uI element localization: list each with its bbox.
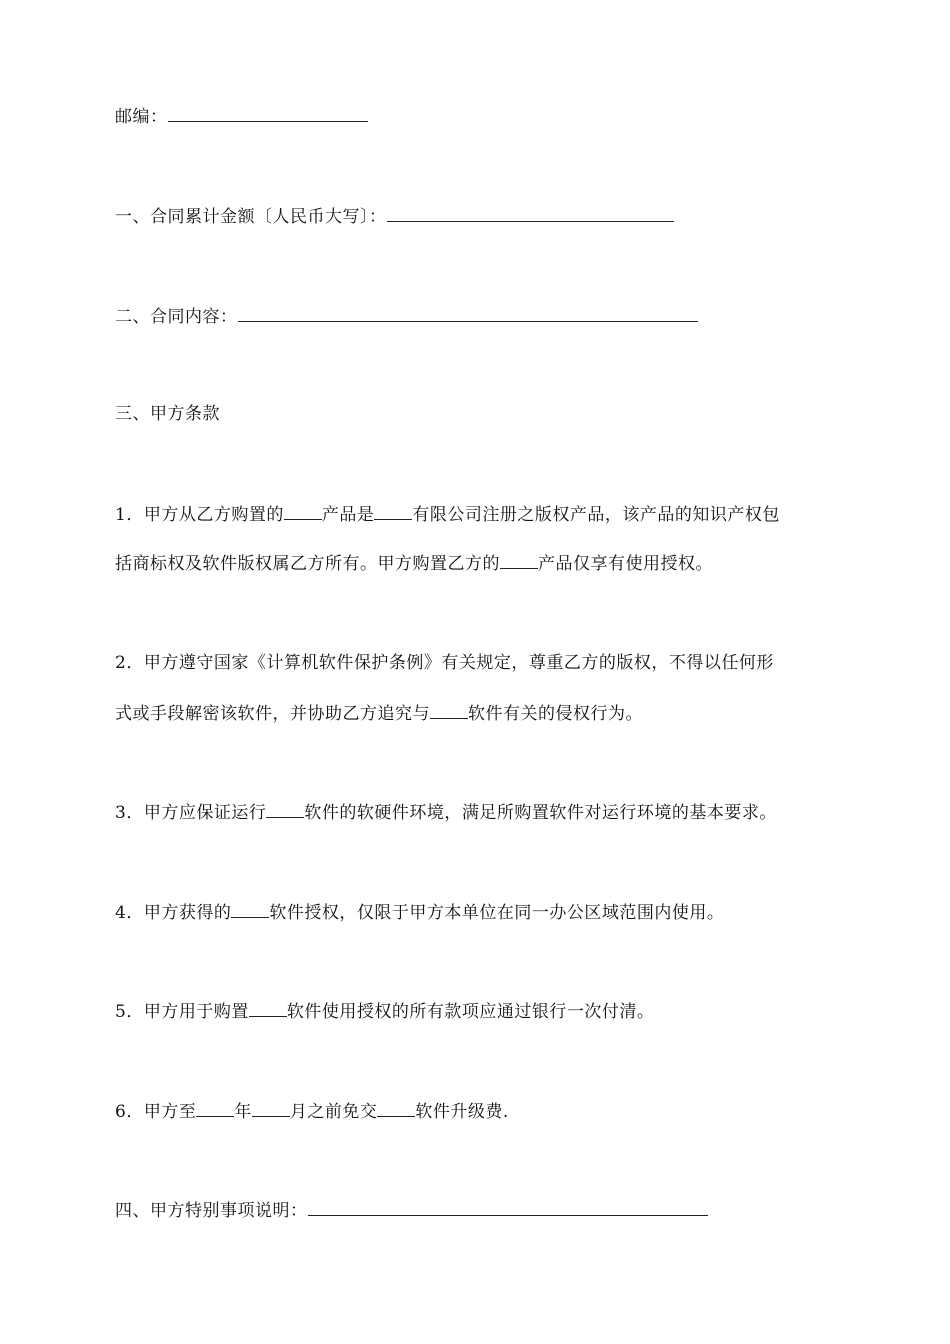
clause-1-blank-product[interactable] — [284, 504, 322, 520]
clause-1-blank-product-2[interactable] — [500, 553, 538, 569]
clause-5-line — [115, 1001, 654, 1022]
clause-6-blank-year[interactable] — [196, 1101, 234, 1117]
clause-6-text-a: 6．甲方至 — [115, 1102, 197, 1122]
clause-1-text-a: 1．甲方从乙方购置的 — [115, 505, 284, 525]
clause-2-line-2 — [115, 703, 643, 724]
clause-2-text-b: 式或手段解密该软件，并协助乙方追究与 — [115, 704, 430, 724]
section-2-label: 二、合同内容： — [115, 307, 238, 327]
clause-6-blank-month[interactable] — [252, 1101, 290, 1117]
clause-3-text-b: 软件的软硬件环境，满足所购置软件对运行环境的基本要求。 — [304, 803, 777, 823]
clause-1-text-b: 产品是 — [321, 505, 375, 525]
section-3-heading: 三、甲方条款 — [115, 404, 220, 424]
clause-6-blank-software[interactable] — [377, 1101, 415, 1117]
postcode-line — [115, 106, 368, 127]
clause-1-text-e: 产品仅享有使用授权。 — [538, 554, 713, 574]
postcode-blank[interactable] — [168, 106, 368, 122]
clause-5-text-b: 软件使用授权的所有款项应通过银行一次付清。 — [286, 1002, 655, 1022]
clause-3-blank-software[interactable] — [266, 802, 304, 818]
contract-content-blank[interactable] — [238, 306, 698, 322]
clause-2-blank-software[interactable] — [430, 703, 468, 719]
special-notes-blank[interactable] — [308, 1200, 708, 1216]
section-1-line — [115, 206, 674, 227]
clause-6-text-month: 月之前免交 — [289, 1102, 378, 1122]
clause-2-text-a: 2．甲方遵守国家《计算机软件保护条例》有关规定，尊重乙方的版权，不得以任何形 — [115, 653, 774, 673]
clause-1-text-c: 有限公司注册之版权产品，该产品的知识产权包 — [412, 505, 780, 525]
clause-4-line — [115, 902, 724, 923]
clause-6-text-year: 年 — [234, 1102, 252, 1122]
section-4-line — [115, 1200, 708, 1221]
clause-2-text-c: 软件有关的侵权行为。 — [468, 704, 643, 724]
clause-1-line-2 — [115, 553, 713, 574]
clause-4-text-a: 4．甲方获得的 — [115, 903, 232, 923]
postcode-label: 邮编： — [115, 107, 168, 127]
clause-1-blank-company[interactable] — [374, 504, 412, 520]
clause-1-text-d: 括商标权及软件版权属乙方所有。甲方购置乙方的 — [115, 554, 500, 574]
clause-5-text-a: 5．甲方用于购置 — [115, 1002, 249, 1022]
clause-3-text-a: 3．甲方应保证运行 — [115, 803, 267, 823]
section-2-line — [115, 306, 698, 327]
clause-4-blank-software[interactable] — [231, 902, 269, 918]
clause-6-text-fee: 软件升级费. — [415, 1102, 509, 1122]
clause-5-blank-software[interactable] — [249, 1001, 287, 1017]
clause-6-line — [115, 1101, 509, 1122]
clause-4-text-b: 软件授权，仅限于甲方本单位在同一办公区域范围内使用。 — [269, 903, 725, 923]
contract-amount-blank[interactable] — [387, 206, 674, 222]
section-4-label: 四、甲方特别事项说明： — [115, 1201, 308, 1221]
clause-2-line-1 — [115, 653, 774, 673]
section-1-label: 一、合同累计金额〔人民币大写〕： — [115, 207, 387, 227]
clause-1-line-1 — [115, 504, 780, 525]
clause-3-line — [115, 802, 777, 823]
